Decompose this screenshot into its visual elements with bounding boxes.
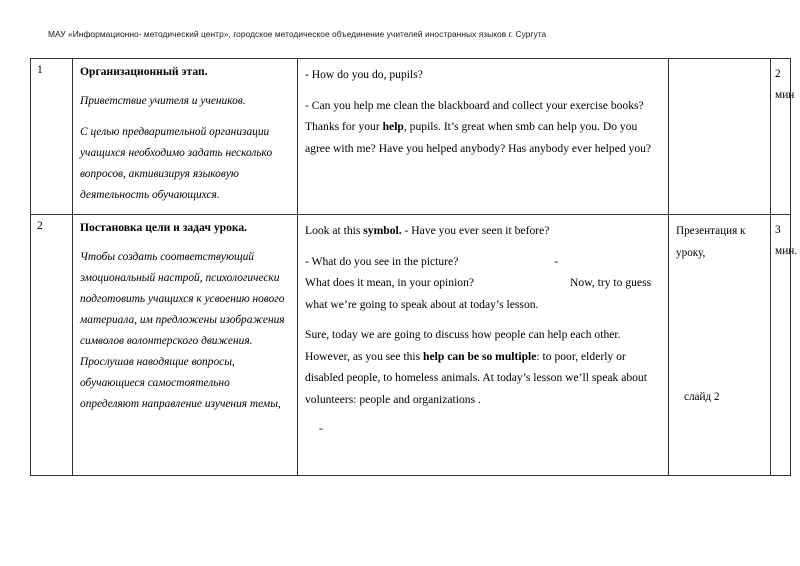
time-unit: мин [775, 89, 795, 101]
english-dash-inline: - [554, 254, 559, 268]
time-unit: мин. [775, 245, 798, 257]
english-question-picture: - What do you see in the picture? [305, 254, 459, 268]
resources-cell [669, 215, 771, 476]
stage-note-2: С целью предварительной организации учащихся необходимо задать несколько вопросов, активизируя языковую деятельность обучающихся. [80, 126, 273, 201]
english-cell [298, 215, 669, 476]
resources-slide-text: слайд 2 [684, 391, 720, 403]
english-paragraph-1 [305, 220, 662, 242]
stage-cell [73, 59, 298, 215]
english-paragraph-1: - How do you do, pupils? [305, 68, 423, 81]
english-bold-symbol: symbol. [363, 224, 402, 237]
english-bold-multiple: help can be so multiple [423, 349, 537, 363]
lesson-plan-table [30, 58, 798, 476]
english-paragraph-2 [305, 251, 662, 316]
english-trailing-dash: - [319, 422, 323, 435]
document-header: МАУ «Информационно- методический центр», городское методическое объединение учителей иностранных языков г. Сургута [48, 29, 547, 39]
stage-note-1: Чтобы создать соответствующий эмоциональный настрой, психологически подготовить учащихся к усвоению нового материала, им предложены изображения символов волонтерского движения. Прослушав наводящие вопросы, обучающиеся самостоятельно определяют направление изучения темы, [80, 251, 285, 410]
stage-title: Организационный этап. [80, 65, 208, 78]
english-text-b: , pupils. It’s great when smb can help you. Do you agree with me? Have you helped anybody? Has anybody ever helped you? [305, 120, 652, 155]
row-number-cell [31, 215, 73, 476]
english-paragraph-2 [305, 95, 662, 160]
stage-note-1: Приветствие учителя и учеников. [80, 95, 246, 107]
english-paragraph-3 [305, 324, 662, 410]
time-cell [771, 59, 795, 215]
english-bold-help: help [382, 120, 404, 133]
stage-cell [73, 215, 298, 476]
row-number: 1 [37, 64, 43, 76]
english-cell [298, 59, 669, 215]
english-text-c: Sure, today we are going to discuss how people can help each other. However, as you see this [305, 328, 621, 363]
table-row [31, 59, 791, 215]
english-text-d: : to poor, elderly or disabled people, to homeless animals. At today’s lesson we’ll speak about volunteers: people and organizations . [305, 349, 647, 406]
time-cell [771, 215, 798, 476]
row-number: 2 [37, 220, 43, 232]
stage-title: Постановка цели и задач урока. [80, 221, 248, 234]
table-row [31, 215, 791, 476]
time-value: 3 [775, 224, 781, 236]
time-value: 2 [775, 68, 781, 80]
resources-cell [669, 59, 771, 215]
row-number-cell [31, 59, 73, 215]
english-text-b: - Have you ever seen it before? [401, 224, 550, 237]
resources-text: Презентация к уроку, [676, 225, 746, 259]
spacer [676, 264, 764, 386]
english-text-now: Now, try to guess what we’re going to speak about at today’s lesson. [305, 276, 652, 311]
english-text-a: - Can you help me clean the blackboard and collect your exercise books? Thanks for your [305, 98, 644, 133]
english-question-meaning: What does it mean, in your opinion? [305, 276, 475, 289]
english-text-a: Look at this [305, 224, 364, 237]
